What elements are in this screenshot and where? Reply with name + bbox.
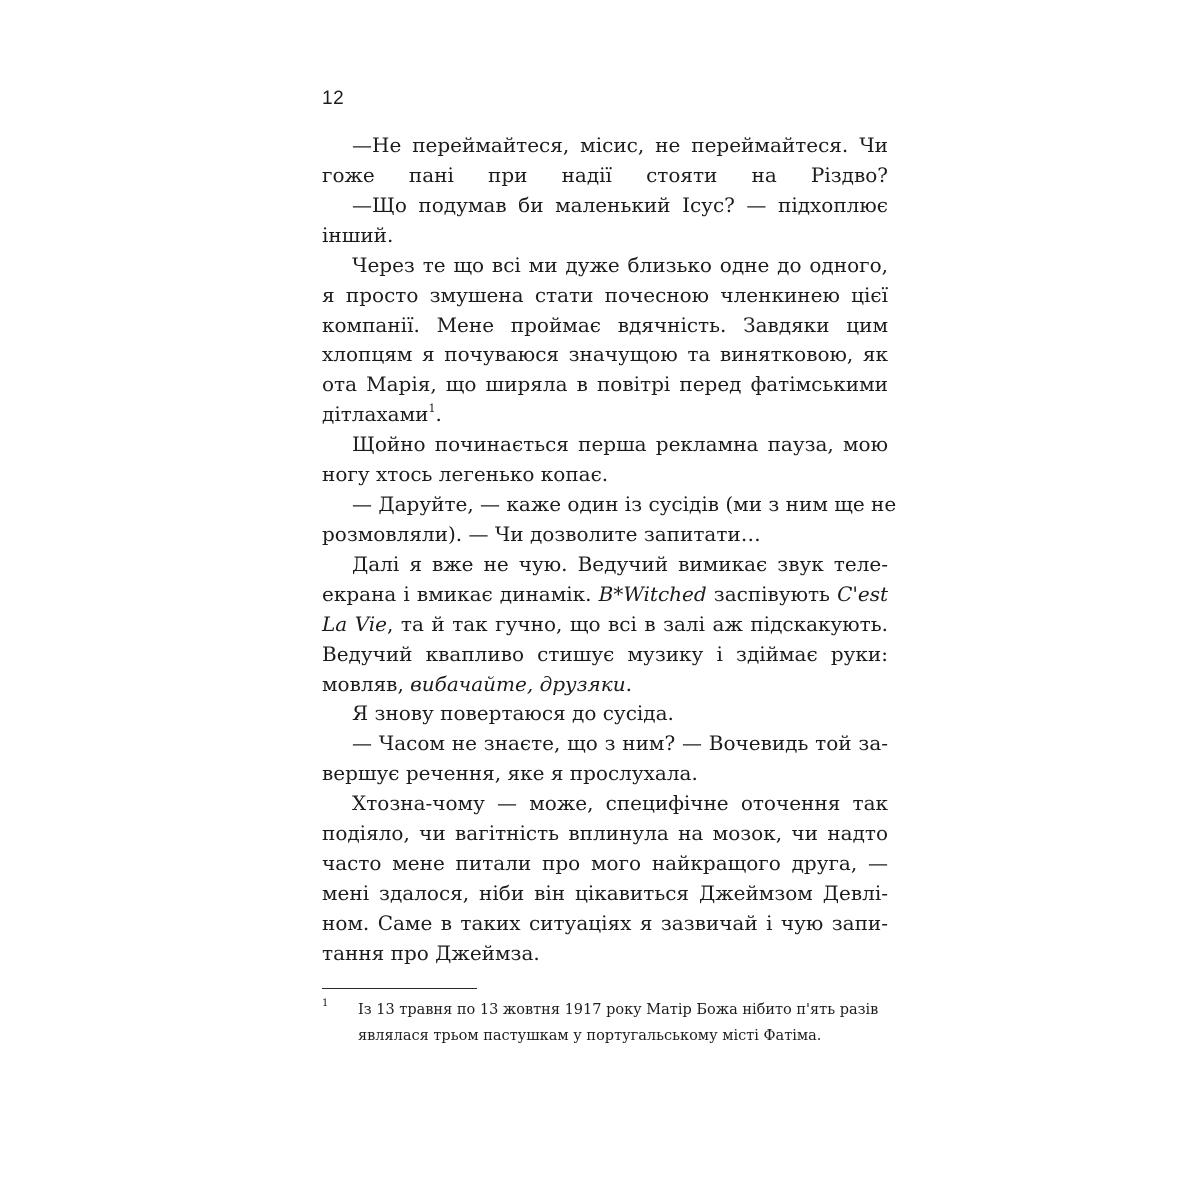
body-line: Щойно починається перша рекламна пауза, мою [352, 432, 888, 457]
body-line: гоже пані при надії стояти на Різдво? [322, 162, 888, 187]
body-line: Хтозна-чому — може, специфічне оточення так [352, 791, 888, 816]
body-line: вершує речення, яке я прослухала. [322, 761, 698, 786]
body-line: подіяло, чи вагітність вплинула на мозок, чи надто [322, 821, 888, 846]
body-line: ногу хтось легенько копає. [322, 462, 609, 487]
body-line: Через те що всі ми дуже близько одне до одного, [352, 252, 888, 277]
body-line: інший. [322, 222, 394, 247]
body-line: компанії. Мене проймає вдячність. Завдяки цим [322, 312, 888, 337]
body-line: я просто змушена стати почесною членкинею цієї [322, 282, 888, 307]
body-line: —Що подумав би маленький Ісус? — підхоплює [352, 192, 888, 217]
body-line: ном. Саме в таких ситуаціях я зазвичай і чую запи- [322, 910, 888, 935]
footnote-line: являлася трьом пастушкам у португальському місті Фатіма. [358, 1027, 822, 1044]
footnote-marker: 1 [322, 997, 329, 1009]
footnote-divider [322, 988, 477, 989]
body-line: — Даруйте, — каже один із сусідів (ми з ним ще не [352, 492, 897, 517]
page-number: 12 [322, 88, 345, 109]
body-line: розмовляли). — Чи дозволите запитати… [322, 521, 761, 546]
body-line: Я знову повертаюся до сусіда. [352, 701, 674, 726]
body-line: La Vie, та й так гучно, що всі в залі аж підскакують. [322, 611, 888, 636]
body-line: хлопцям я почуваюся значущою та винятковою, як [322, 342, 888, 367]
body-line: мовляв, вибачайте, друзяки. [322, 671, 632, 696]
body-line: — Часом не знаєте, що з ним? — Вочевидь той за- [352, 731, 888, 756]
body-line: дітлахами$^1$. [322, 402, 442, 427]
footnote-line: Із 13 травня по 13 жовтня 1917 року Матір Божа нібито п'ять разів [358, 1001, 879, 1018]
body-line: —Не переймайтеся, місис, не переймайтеся. Чи [352, 133, 888, 157]
body-line: часто мене питали про мого найкращого друга, — [322, 851, 888, 876]
body-line: ота Марія, що ширяла в повітрі перед фатімськими [322, 372, 888, 397]
footnote-reference: 1 [428, 402, 436, 416]
body-line: мені здалося, ніби він цікавиться Джеймзом Девлі- [322, 881, 888, 905]
body-line: екрана і вмикає динамік. B*Witched заспівують C'est [322, 581, 888, 606]
body-line: тання про Джеймза. [322, 940, 540, 965]
body-line: Ведучий квапливо стишує музику і здіймає руки: [322, 641, 888, 666]
body-line: Далі я вже не чую. Ведучий вимикає звук теле- [352, 551, 888, 576]
